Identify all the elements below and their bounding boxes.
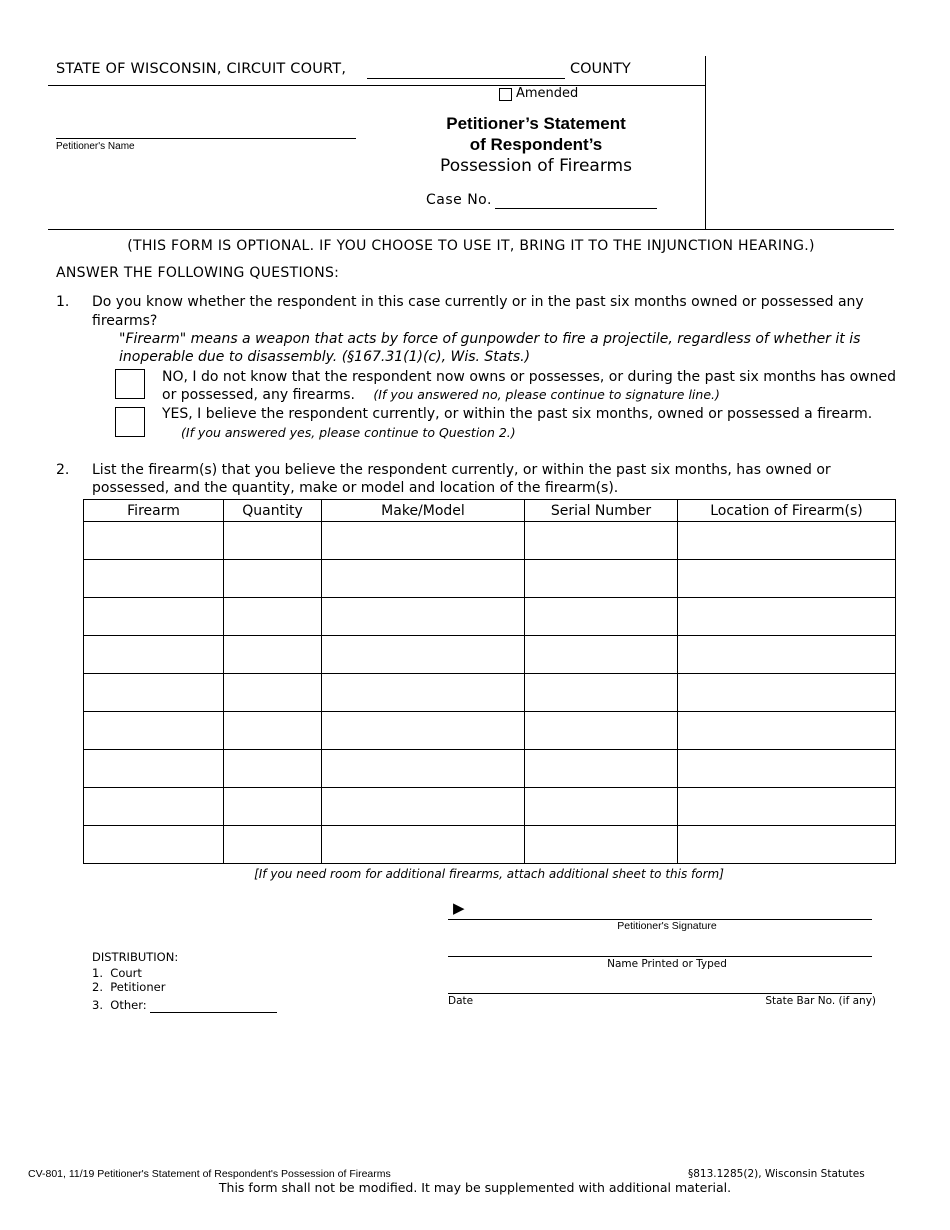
cell-location[interactable]: [678, 712, 896, 750]
distribution-item: 3. Other:: [92, 998, 147, 1012]
cell-firearm[interactable]: [84, 712, 224, 750]
amended-checkbox[interactable]: [499, 88, 512, 101]
col-header-location: Location of Firearm(s): [678, 500, 896, 522]
cell-serial-number[interactable]: [525, 712, 678, 750]
cell-location[interactable]: [678, 522, 896, 560]
cell-firearm[interactable]: [84, 636, 224, 674]
header-rule-bottom: [48, 229, 894, 230]
form-title-line3: Possession of Firearms: [440, 156, 632, 176]
signature-label: Petitioner's Signature: [617, 920, 717, 932]
cell-make-model[interactable]: [322, 560, 525, 598]
cell-firearm[interactable]: [84, 560, 224, 598]
optional-notice: (THIS FORM IS OPTIONAL. IF YOU CHOOSE TO USE IT, BRING IT TO THE INJUNCTION HEARING.): [127, 238, 815, 254]
distribution-item: 1. Court: [92, 966, 142, 980]
cell-make-model[interactable]: [322, 826, 525, 864]
cell-make-model[interactable]: [322, 598, 525, 636]
cell-quantity[interactable]: [224, 560, 322, 598]
date-label: Date: [448, 995, 474, 1007]
form-title-line2: of Respondent’s: [469, 135, 603, 154]
additional-firearms-note: [If you need room for additional firearms, attach additional sheet to this form]: [254, 867, 724, 881]
distribution-other-field[interactable]: [150, 1012, 277, 1013]
table-row: [84, 712, 896, 750]
cell-quantity[interactable]: [224, 712, 322, 750]
cell-quantity[interactable]: [224, 674, 322, 712]
cell-serial-number[interactable]: [525, 826, 678, 864]
col-header-make-model: Make/Model: [322, 500, 525, 522]
cell-quantity[interactable]: [224, 636, 322, 674]
county-label: COUNTY: [570, 61, 631, 77]
yes-option-note: (If you answered yes, please continue to Question 2.): [181, 425, 516, 440]
distribution-item: 2. Petitioner: [92, 980, 166, 994]
cell-firearm[interactable]: [84, 522, 224, 560]
header-divider: [705, 56, 706, 229]
col-header-firearm: Firearm: [84, 500, 224, 522]
q2-text-line2: possessed, and the quantity, make or model and location of the firearm(s).: [92, 480, 619, 496]
case-no-label: Case No.: [426, 192, 492, 208]
cell-location[interactable]: [678, 560, 896, 598]
cell-firearm[interactable]: [84, 750, 224, 788]
modification-notice: This form shall not be modified. It may be supplemented with additional material.: [218, 1180, 732, 1195]
firearm-definition-line1: "Firearm" means a weapon that acts by force of gunpowder to fire a projectile, regardless of whether it is: [119, 331, 861, 347]
cell-location[interactable]: [678, 636, 896, 674]
cell-location[interactable]: [678, 750, 896, 788]
no-option-note: (If you answered no, please continue to signature line.): [373, 387, 720, 402]
table-row: [84, 826, 896, 864]
q1-text-line2: firearms?: [92, 313, 158, 329]
cell-serial-number[interactable]: [525, 598, 678, 636]
petitioner-name-label: Petitioner's Name: [56, 141, 135, 152]
statute-reference: §813.1285(2), Wisconsin Statutes: [688, 1168, 865, 1180]
cell-serial-number[interactable]: [525, 750, 678, 788]
yes-option-line1: YES, I believe the respondent currently, or within the past six months, owned or possessed a firearm.: [162, 406, 873, 422]
yes-checkbox[interactable]: [115, 407, 145, 437]
table-row: [84, 788, 896, 826]
table-row: [84, 750, 896, 788]
cell-firearm[interactable]: [84, 598, 224, 636]
cell-location[interactable]: [678, 598, 896, 636]
cell-firearm[interactable]: [84, 674, 224, 712]
q2-text-line1: List the firearm(s) that you believe the respondent currently, or within the past six months, has owned or: [92, 462, 831, 478]
cell-make-model[interactable]: [322, 750, 525, 788]
q1-text-line1: Do you know whether the respondent in this case currently or in the past six months owned or possessed any: [92, 294, 864, 310]
date-bar-field[interactable]: [448, 993, 872, 994]
cell-make-model[interactable]: [322, 522, 525, 560]
name-printed-label: Name Printed or Typed: [607, 958, 727, 970]
county-field[interactable]: [367, 78, 565, 79]
cell-quantity[interactable]: [224, 826, 322, 864]
case-no-field[interactable]: [495, 208, 657, 209]
court-prefix: STATE OF WISCONSIN, CIRCUIT COURT,: [56, 61, 347, 77]
cell-location[interactable]: [678, 674, 896, 712]
firearm-definition-line2: inoperable due to disassembly. (§167.31(1)(c), Wis. Stats.): [119, 349, 531, 365]
name-printed-field[interactable]: [448, 956, 872, 957]
form-id: CV-801, 11/19 Petitioner's Statement of Respondent's Possession of Firearms: [28, 1168, 391, 1180]
no-option-line1: NO, I do not know that the respondent now owns or possesses, or during the past six months has owned: [162, 369, 896, 385]
cell-make-model[interactable]: [322, 674, 525, 712]
q1-number: 1.: [56, 294, 70, 310]
cell-quantity[interactable]: [224, 522, 322, 560]
cell-make-model[interactable]: [322, 788, 525, 826]
state-bar-label: State Bar No. (if any): [765, 995, 876, 1007]
cell-location[interactable]: [678, 788, 896, 826]
firearms-table-header: [84, 500, 896, 522]
cell-quantity[interactable]: [224, 788, 322, 826]
cell-serial-number[interactable]: [525, 522, 678, 560]
table-row: [84, 560, 896, 598]
table-row: [84, 674, 896, 712]
court-line: [56, 61, 346, 77]
signature-arrow-icon: ▶: [453, 899, 465, 917]
cell-serial-number[interactable]: [525, 788, 678, 826]
form-title-line1: Petitioner’s Statement: [446, 114, 626, 133]
firearms-table: [83, 499, 896, 864]
header-rule-top: [48, 85, 706, 86]
table-row: [84, 522, 896, 560]
cell-make-model[interactable]: [322, 712, 525, 750]
cell-quantity[interactable]: [224, 598, 322, 636]
table-row: [84, 598, 896, 636]
q2-number: 2.: [56, 462, 70, 478]
cell-make-model[interactable]: [322, 636, 525, 674]
table-row: [84, 636, 896, 674]
distribution-heading: DISTRIBUTION:: [92, 950, 179, 964]
amended-label: Amended: [516, 86, 579, 101]
answer-heading: ANSWER THE FOLLOWING QUESTIONS:: [56, 265, 340, 281]
cell-firearm[interactable]: [84, 788, 224, 826]
cell-serial-number[interactable]: [525, 560, 678, 598]
no-option-line2: [162, 387, 720, 403]
col-header-serial-number: Serial Number: [525, 500, 678, 522]
cell-firearm[interactable]: [84, 826, 224, 864]
col-header-quantity: Quantity: [224, 500, 322, 522]
cell-serial-number[interactable]: [525, 636, 678, 674]
petitioner-name-field[interactable]: [56, 138, 356, 139]
cell-location[interactable]: [678, 826, 896, 864]
cell-serial-number[interactable]: [525, 674, 678, 712]
no-option-line2-text: or possessed, any firearms.: [162, 387, 355, 403]
no-checkbox[interactable]: [115, 369, 145, 399]
cell-quantity[interactable]: [224, 750, 322, 788]
